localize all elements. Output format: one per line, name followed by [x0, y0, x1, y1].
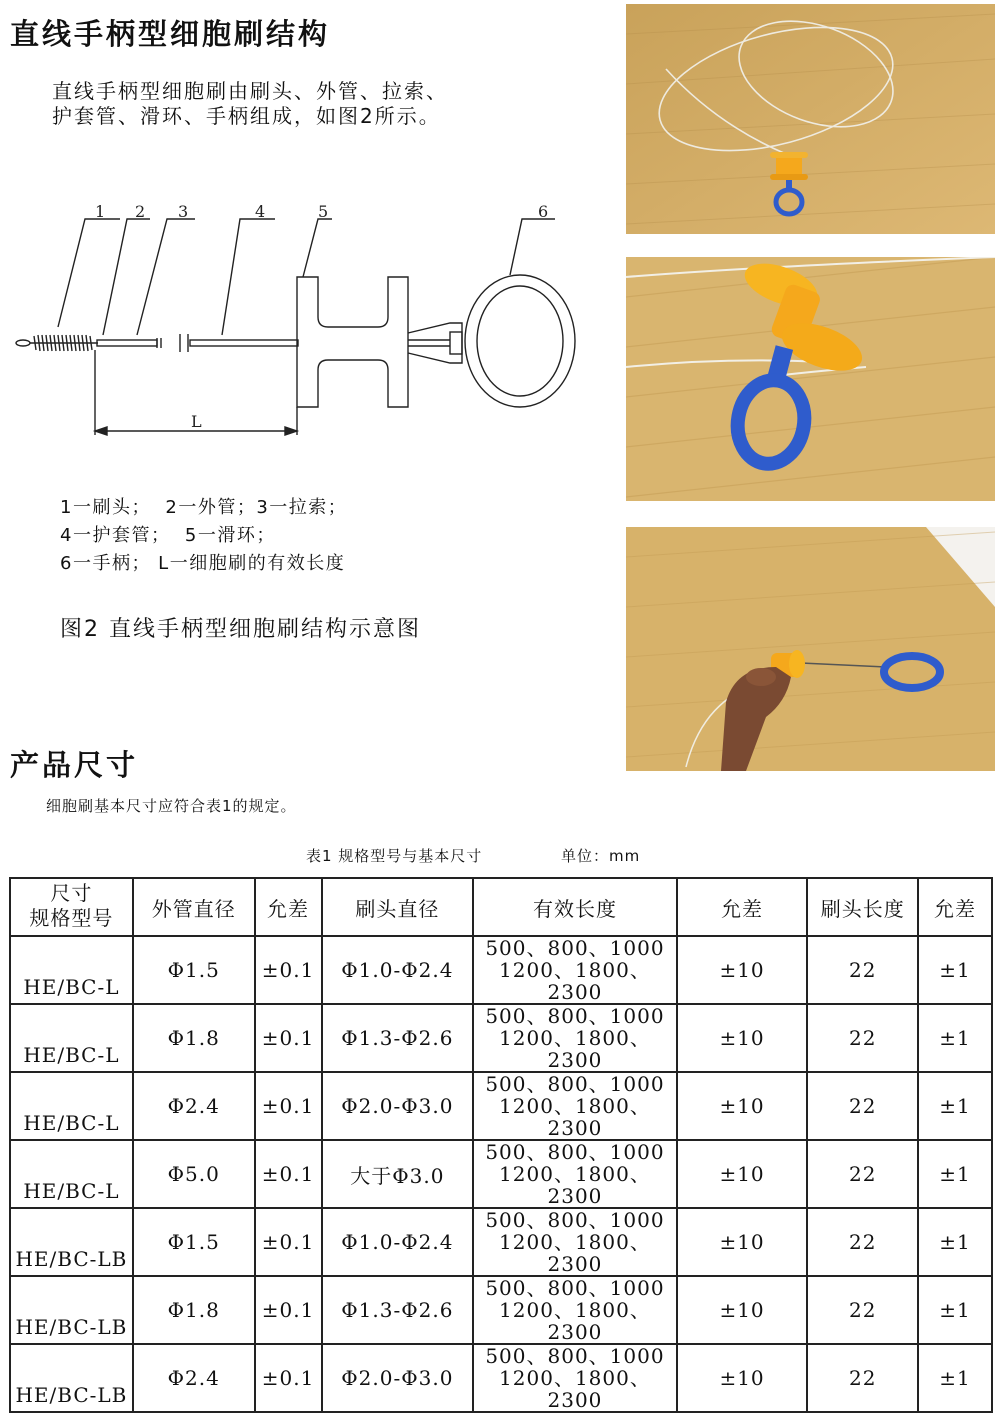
structure-heading: 直线手柄型细胞刷结构 — [10, 17, 331, 51]
effective-length-line-2: 1200、1800、2300 — [499, 958, 651, 1004]
leader-3 — [137, 219, 195, 335]
dimension-l-label: L — [191, 412, 202, 431]
header-outer-diameter: 外管直径 — [133, 878, 255, 936]
table-row — [10, 1208, 992, 1276]
product-photo-3 — [626, 527, 995, 771]
legend-line-2: 4一护套管； 5一滑环； — [60, 525, 276, 546]
tolerance-3-cell: ±1 — [918, 1208, 992, 1276]
effective-length-line-1: 500、800、1000 — [485, 1140, 665, 1164]
tolerance-2-cell: ±10 — [677, 1208, 808, 1276]
effective-length-cell — [473, 1140, 677, 1208]
effective-length-line-1: 500、800、1000 — [485, 1344, 665, 1368]
tolerance-2-cell: ±10 — [677, 1072, 808, 1140]
handle-ring-outer — [465, 275, 575, 407]
header-tolerance-1: 允差 — [255, 878, 322, 936]
brush-length-cell: 22 — [807, 1276, 918, 1344]
effective-length-cell — [473, 936, 677, 1004]
outer-diameter-cell: Φ1.5 — [133, 1208, 255, 1276]
leader-1 — [58, 219, 120, 327]
brush-diameter-cell: Φ1.0-Φ2.4 — [322, 936, 474, 1004]
callout-5: 5 — [318, 202, 329, 221]
intro-text — [52, 79, 448, 129]
brush-length-cell: 22 — [807, 936, 918, 1004]
effective-length-line-1: 500、800、1000 — [485, 1208, 665, 1232]
tolerance-1-cell: ±0.1 — [255, 1276, 322, 1344]
tolerance-1-cell: ±0.1 — [255, 1140, 322, 1208]
table-row — [10, 936, 992, 1004]
brush-length-cell: 22 — [807, 1140, 918, 1208]
tolerance-1-cell: ±0.1 — [255, 1004, 322, 1072]
tolerance-1-cell: ±0.1 — [255, 936, 322, 1004]
tolerance-2-cell: ±10 — [677, 1004, 808, 1072]
table-row — [10, 1276, 992, 1344]
model-cell: HE/BC-L — [10, 936, 133, 1004]
spec-table — [9, 877, 993, 1413]
table-unit: 单位：mm — [561, 847, 641, 865]
effective-length-cell — [473, 1072, 677, 1140]
cell-brush-diagram — [10, 195, 600, 455]
model-cell: HE/BC-LB — [10, 1344, 133, 1412]
callout-2: 2 — [135, 202, 146, 221]
brush-diameter-cell: Φ1.0-Φ2.4 — [322, 1208, 474, 1276]
product-photo-1 — [626, 4, 995, 234]
brush-tip — [16, 340, 30, 346]
effective-length-cell — [473, 1344, 677, 1412]
tolerance-3-cell: ±1 — [918, 936, 992, 1004]
tolerance-3-cell: ±1 — [918, 1276, 992, 1344]
diagram-legend — [60, 494, 347, 578]
table-row — [10, 1004, 992, 1072]
outer-tube — [97, 340, 157, 346]
model-cell: HE/BC-L — [10, 1140, 133, 1208]
table-row — [10, 1344, 992, 1412]
tolerance-1-cell: ±0.1 — [255, 1208, 322, 1276]
leader-5 — [303, 219, 332, 277]
outer-diameter-cell: Φ5.0 — [133, 1140, 255, 1208]
header-effective-length: 有效长度 — [473, 878, 677, 936]
header-tolerance-2: 允差 — [677, 878, 808, 936]
header-corner-top: 尺寸 — [50, 881, 93, 905]
brush-diameter-cell: Φ2.0-Φ3.0 — [322, 1344, 474, 1412]
model-cell: HE/BC-L — [10, 1004, 133, 1072]
tolerance-3-cell: ±1 — [918, 1140, 992, 1208]
table-row — [10, 1140, 992, 1208]
effective-length-line-1: 500、800、1000 — [485, 1276, 665, 1300]
brush-bristles — [34, 335, 92, 351]
handle-stem — [408, 323, 462, 363]
table-caption: 表1 规格型号与基本尺寸 — [306, 847, 483, 865]
callout-3: 3 — [178, 202, 189, 221]
model-cell: HE/BC-L — [10, 1072, 133, 1140]
tolerance-1-cell: ±0.1 — [255, 1344, 322, 1412]
effective-length-cell — [473, 1276, 677, 1344]
brush-diameter-cell: Φ2.0-Φ3.0 — [322, 1072, 474, 1140]
sheath-tube — [190, 340, 298, 346]
tolerance-3-cell: ±1 — [918, 1072, 992, 1140]
brush-length-cell: 22 — [807, 1004, 918, 1072]
outer-diameter-cell: Φ2.4 — [133, 1344, 255, 1412]
legend-line-1: 1一刷头； 2一外管；3一拉索； — [60, 497, 348, 518]
effective-length-line-2: 1200、1800、2300 — [499, 1026, 651, 1072]
brush-diameter-cell: Φ1.3-Φ2.6 — [322, 1276, 474, 1344]
table-header-row — [10, 878, 992, 936]
leader-4 — [222, 219, 275, 335]
size-heading: 产品尺寸 — [10, 748, 139, 782]
model-cell: HE/BC-LB — [10, 1208, 133, 1276]
effective-length-line-1: 500、800、1000 — [485, 936, 665, 960]
header-corner — [10, 878, 133, 936]
outer-diameter-cell: Φ1.5 — [133, 936, 255, 1004]
callout-1: 1 — [95, 202, 106, 221]
intro-line-1: 直线手柄型细胞刷由刷头、外管、拉索、 — [52, 79, 448, 103]
effective-length-line-2: 1200、1800、2300 — [499, 1162, 651, 1208]
tolerance-2-cell: ±10 — [677, 1276, 808, 1344]
header-brush-length: 刷头长度 — [807, 878, 918, 936]
slide-ring — [297, 277, 408, 407]
effective-length-line-2: 1200、1800、2300 — [499, 1366, 651, 1412]
intro-line-2: 护套管、滑环、手柄组成，如图2所示。 — [52, 104, 441, 128]
outer-diameter-cell: Φ1.8 — [133, 1276, 255, 1344]
spec-table-body — [10, 936, 992, 1412]
callout-4: 4 — [255, 202, 266, 221]
tolerance-2-cell: ±10 — [677, 1140, 808, 1208]
tolerance-3-cell: ±1 — [918, 1344, 992, 1412]
handle-ring-inner — [477, 286, 563, 396]
brush-diameter-cell: 大于Φ3.0 — [322, 1140, 474, 1208]
product-photo-2 — [626, 257, 995, 501]
effective-length-line-1: 500、800、1000 — [485, 1072, 665, 1096]
header-corner-bottom: 规格型号 — [29, 905, 114, 930]
model-cell: HE/BC-LB — [10, 1276, 133, 1344]
tolerance-1-cell: ±0.1 — [255, 1072, 322, 1140]
effective-length-line-2: 1200、1800、2300 — [499, 1298, 651, 1344]
callout-6: 6 — [538, 202, 549, 221]
effective-length-line-1: 500、800、1000 — [485, 1004, 665, 1028]
brush-length-cell: 22 — [807, 1208, 918, 1276]
size-note: 细胞刷基本尺寸应符合表1的规定。 — [46, 797, 297, 815]
tolerance-2-cell: ±10 — [677, 1344, 808, 1412]
legend-line-3: 6一手柄； L一细胞刷的有效长度 — [60, 553, 346, 574]
header-brush-diameter: 刷头直径 — [322, 878, 474, 936]
header-tolerance-3: 允差 — [918, 878, 992, 936]
figure-caption: 图2 直线手柄型细胞刷结构示意图 — [60, 617, 421, 642]
brush-length-cell: 22 — [807, 1072, 918, 1140]
effective-length-line-2: 1200、1800、2300 — [499, 1230, 651, 1276]
brush-diameter-cell: Φ1.3-Φ2.6 — [322, 1004, 474, 1072]
leader-2 — [103, 219, 150, 335]
tolerance-3-cell: ±1 — [918, 1004, 992, 1072]
table-row — [10, 1072, 992, 1140]
outer-diameter-cell: Φ1.8 — [133, 1004, 255, 1072]
outer-diameter-cell: Φ2.4 — [133, 1072, 255, 1140]
brush-length-cell: 22 — [807, 1344, 918, 1412]
tolerance-2-cell: ±10 — [677, 936, 808, 1004]
leader-6 — [510, 219, 555, 275]
effective-length-cell — [473, 1004, 677, 1072]
effective-length-cell — [473, 1208, 677, 1276]
effective-length-line-2: 1200、1800、2300 — [499, 1094, 651, 1140]
